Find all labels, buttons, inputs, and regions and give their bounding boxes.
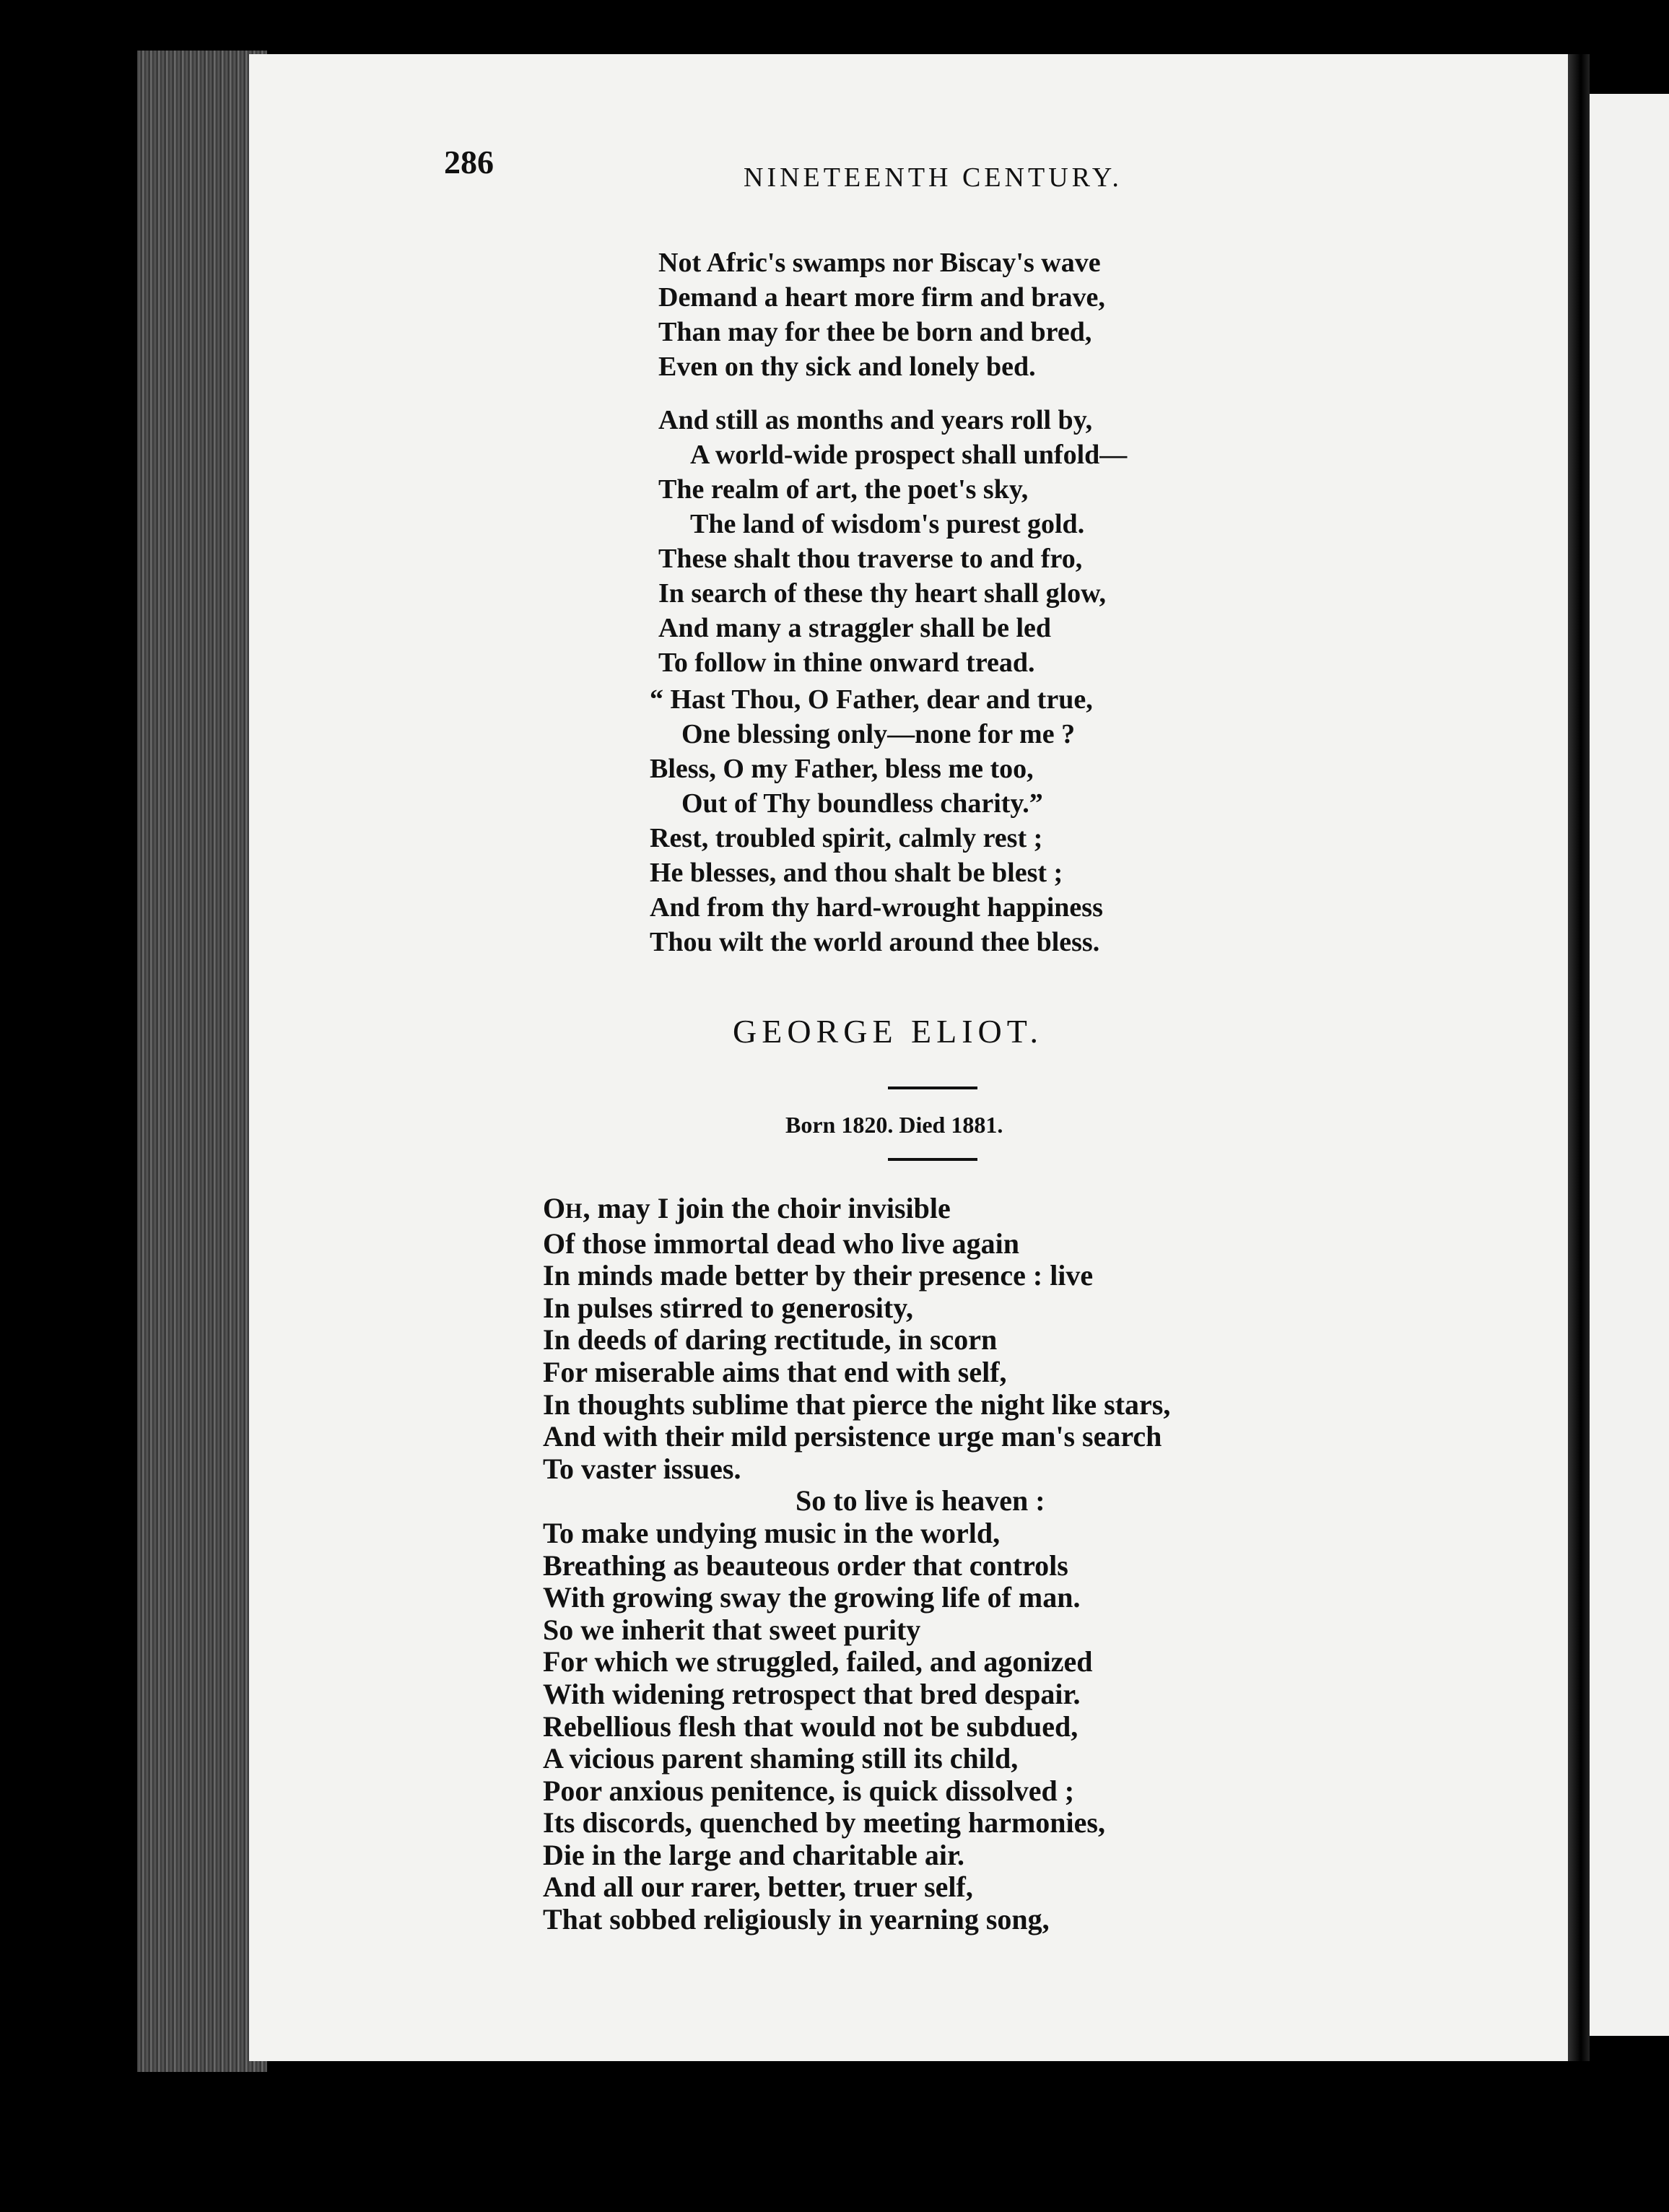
verse-line: Out of Thy boundless charity.”	[681, 788, 1043, 819]
verse-line: Bless, O my Father, bless me too,	[650, 754, 1034, 784]
divider-rule	[888, 1087, 977, 1089]
verse-line: Not Afric's swamps nor Biscay's wave	[658, 248, 1101, 278]
verse-line: With widening retrospect that bred despair.	[543, 1677, 1081, 1710]
verse-line: Its discords, quenched by meeting harmonies,	[543, 1806, 1105, 1839]
verse-line: So we inherit that sweet purity	[543, 1613, 921, 1646]
verse-line: Thou wilt the world around thee bless.	[650, 927, 1100, 957]
author-dates: Born 1820. Died 1881.	[785, 1112, 1003, 1138]
verse-line: He blesses, and thou shalt be blest ;	[650, 858, 1063, 888]
running-head: NINETEENTH CENTURY.	[744, 162, 1123, 193]
verse-line: And still as months and years roll by,	[658, 405, 1093, 435]
verse-line	[543, 1193, 1170, 1228]
stanza-2	[658, 403, 1127, 680]
verse-line: “ Hast Thou, O Father, dear and true,	[650, 684, 1093, 715]
verse-line: To make undying music in the world,	[543, 1516, 1001, 1549]
verse-line: Breathing as beauteous order that controls	[543, 1549, 1068, 1582]
verse-line: And with their mild persistence urge man's search	[543, 1420, 1162, 1453]
verse-line: To follow in thine onward tread.	[658, 648, 1035, 678]
poem-body	[543, 1193, 1170, 1936]
verse-line: For which we struggled, failed, and agonized	[543, 1645, 1093, 1678]
verse-line: Demand a heart more firm and brave,	[658, 282, 1105, 313]
stanza-1	[658, 245, 1105, 384]
verse-line: In search of these thy heart shall glow,	[658, 578, 1106, 609]
verse-line: With growing sway the growing life of man.	[543, 1581, 1081, 1614]
verse-line: In thoughts sublime that pierce the night like stars,	[543, 1388, 1171, 1421]
verse-line: Than may for thee be born and bred,	[658, 317, 1092, 347]
facing-page-edge	[1590, 94, 1669, 2036]
verse-line: Die in the large and charitable air.	[543, 1838, 965, 1871]
verse-line: In deeds of daring rectitude, in scorn	[543, 1323, 998, 1357]
verse-line: A world-wide prospect shall unfold—	[690, 440, 1128, 470]
drop-cap: O	[543, 1192, 566, 1224]
book-page-edges	[137, 51, 267, 2072]
verse-line: A vicious parent shaming still its child,	[543, 1742, 1019, 1775]
gutter-shadow	[1568, 54, 1590, 2061]
verse-line: Of those immortal dead who live again	[543, 1227, 1019, 1260]
verse-line: One blessing only—none for me ?	[681, 719, 1076, 749]
verse-line: In minds made better by their presence : live	[543, 1259, 1094, 1292]
verse-line: And all our rarer, better, truer self,	[543, 1871, 973, 1904]
verse-line: For miserable aims that end with self,	[543, 1355, 1007, 1388]
verse-line: And many a straggler shall be led	[658, 613, 1052, 643]
verse-line: Rest, troubled spirit, calmly rest ;	[650, 823, 1043, 853]
small-caps: H	[565, 1199, 583, 1223]
verse-line: Even on thy sick and lonely bed.	[658, 352, 1036, 382]
verse-line: So to live is heaven :	[796, 1484, 1045, 1518]
stanza-3	[650, 682, 1103, 959]
verse-line: The land of wisdom's purest gold.	[690, 509, 1085, 539]
page-number: 286	[444, 144, 494, 180]
verse-line: Poor anxious penitence, is quick dissolved ;	[543, 1774, 1075, 1807]
verse-line: The realm of art, the poet's sky,	[658, 474, 1029, 505]
verse-line: And from thy hard-wrought happiness	[650, 892, 1103, 923]
verse-line: In pulses stirred to generosity,	[543, 1291, 913, 1324]
verse-line: That sobbed religiously in yearning song,	[543, 1903, 1050, 1936]
section-heading: GEORGE ELIOT.	[733, 1013, 1043, 1050]
verse-line: These shalt thou traverse to and fro,	[658, 544, 1083, 574]
verse-line: Rebellious flesh that would not be subdued,	[543, 1710, 1078, 1743]
divider-rule	[888, 1158, 977, 1161]
verse-line: To vaster issues.	[543, 1452, 741, 1485]
verse-line-text: , may I join the choir invisible	[583, 1192, 951, 1224]
